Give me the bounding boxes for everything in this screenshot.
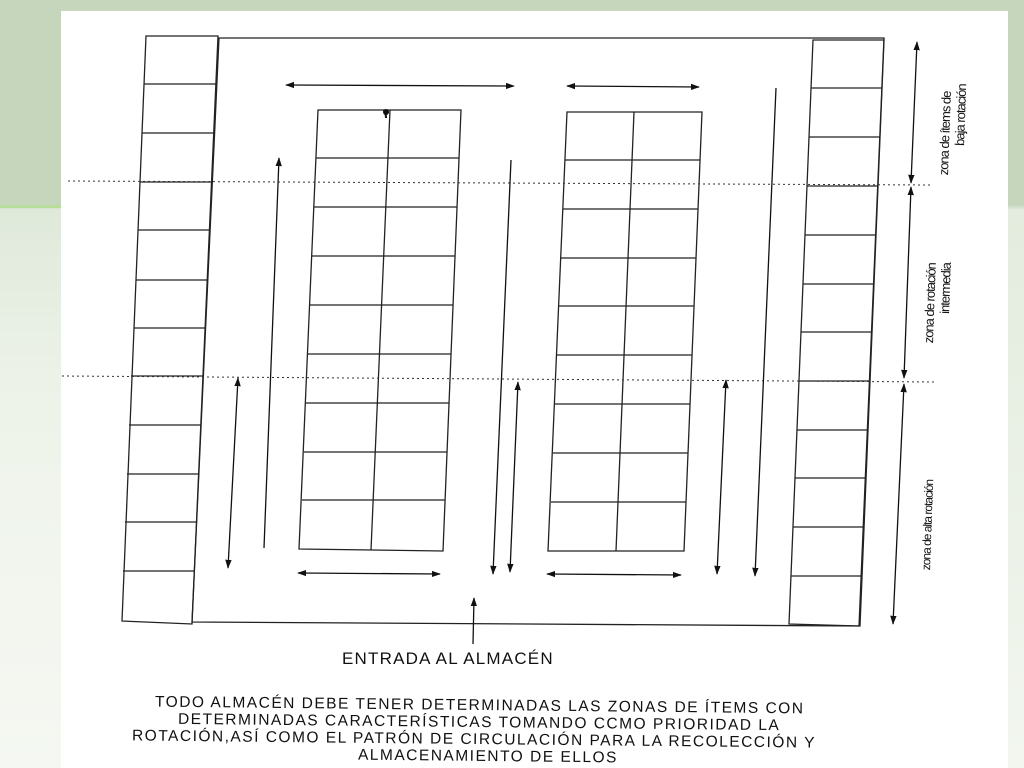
zone-high-extent-arrow xyxy=(893,384,904,624)
right-outer-down-arrow xyxy=(755,88,776,576)
zone-mid-label: zona de rotación intermedia xyxy=(921,262,954,344)
top-left-horizontal-arrow xyxy=(286,85,514,86)
zone-mid-extent-arrow xyxy=(904,187,911,378)
warehouse-outline xyxy=(192,38,884,626)
zone-separators xyxy=(62,181,935,382)
left-rack-dividers xyxy=(123,84,216,571)
footer-line-2: DETERMINADAS CARACTERÍSTICAS TOMANDO CCMO PRIORIDAD LA xyxy=(177,710,781,735)
left-outer-double-arrow xyxy=(228,378,238,568)
curved-arrow-head xyxy=(383,109,389,115)
top-right-horizontal-arrow xyxy=(567,86,699,87)
footer-line-3: ROTACIÓN,ASÍ COMO EL PATRÓN DE CIRCULACIÓN PARA LA RECOLECCIÓN Y xyxy=(131,727,817,752)
middle-aisle-down-arrow xyxy=(493,160,511,574)
left-rack xyxy=(122,36,218,624)
entrance-arrow xyxy=(473,598,474,644)
zone-high-label: zona de alta rotación xyxy=(919,479,937,571)
right-rack xyxy=(789,40,884,626)
footer-line-4: ALMACENAMIENTO DE ELLOS xyxy=(357,746,618,767)
right-aisle-double-arrow xyxy=(717,380,726,574)
bottom-right-horizontal-arrow xyxy=(547,574,681,575)
footer-line-1: TODO ALMACÉN DEBE TENER DETERMINADAS LAS ZONAS DE ÍTEMS CON xyxy=(154,693,805,718)
left-aisle-up-arrow xyxy=(264,158,279,548)
bottom-left-horizontal-arrow xyxy=(298,573,440,574)
entrance-label: ENTRADA AL ALMACÉN xyxy=(342,649,554,668)
zone-low-label: zona de ítems de baja rotación xyxy=(936,84,970,176)
right-rack-dividers xyxy=(791,88,882,576)
middle-aisle-double-arrow xyxy=(510,382,518,572)
zone-low-extent-arrow xyxy=(911,42,917,183)
